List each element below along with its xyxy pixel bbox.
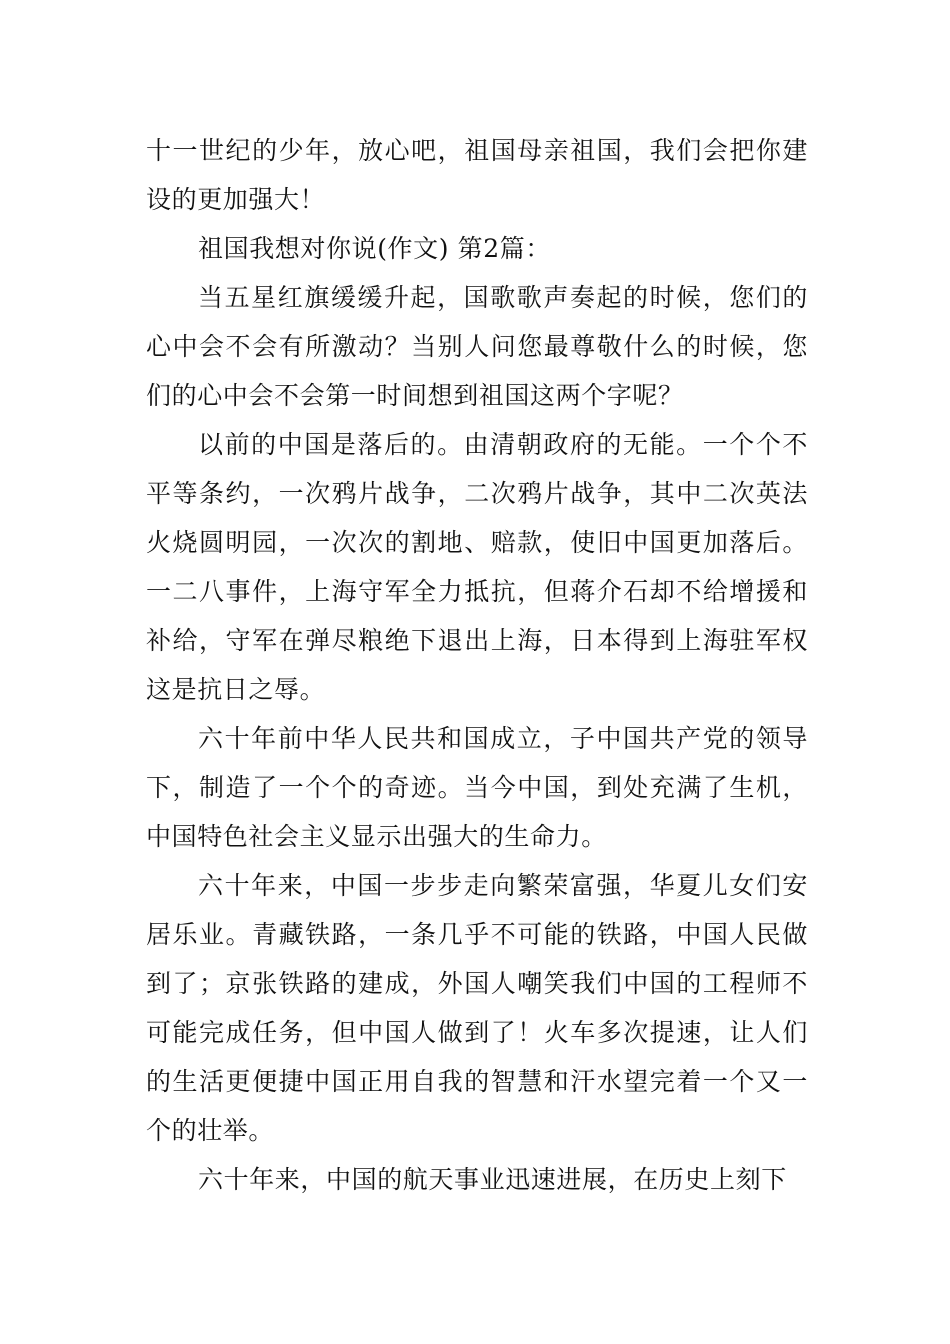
body-text [146, 126, 808, 1204]
paragraph: 当五星红旗缓缓升起，国歌歌声奏起的时候，您们的心中会不会有所激动？当别人问您最尊敬什么的时候，您们的心中会不会第一时间想到祖国这两个字呢？ [146, 283, 808, 410]
paragraph: 六十年来，中国的航天事业迅速进展，在历史上刻下 [198, 1165, 787, 1194]
section-heading: 祖国我想对你说(作文) 第2篇： [198, 234, 551, 263]
paragraph-continuation: 十一世纪的少年，放心吧，祖国母亲祖国，我们会把你建设的更加强大！ [146, 136, 808, 214]
paragraph: 六十年前中华人民共和国成立，子中国共产党的领导下，制造了一个个的奇迹。当今中国，到处充满了生机，中国特色社会主义显示出强大的生命力。 [146, 724, 808, 851]
paragraph: 六十年来，中国一步步走向繁荣富强，华夏儿女们安居乐业。青藏铁路，一条几乎不可能的铁路，中国人民做到了；京张铁路的建成，外国人嘲笑我们中国的工程师不可能完成任务，但中国人做到了！火车多次提速，让人们的生活更便捷中国正用自我的智慧和汗水望完着一个又一个的壮举。 [146, 871, 808, 1145]
paragraph: 以前的中国是落后的。由清朝政府的无能。一个个不平等条约，一次鸦片战争，二次鸦片战争，其中二次英法火烧圆明园，一次次的割地、赔款，使旧中国更加落后。一二八事件，上海守军全力抵抗，但蒋介石却不给增援和补给，守军在弹尽粮绝下退出上海，日本得到上海驻军权这是抗日之辱。 [146, 430, 808, 704]
